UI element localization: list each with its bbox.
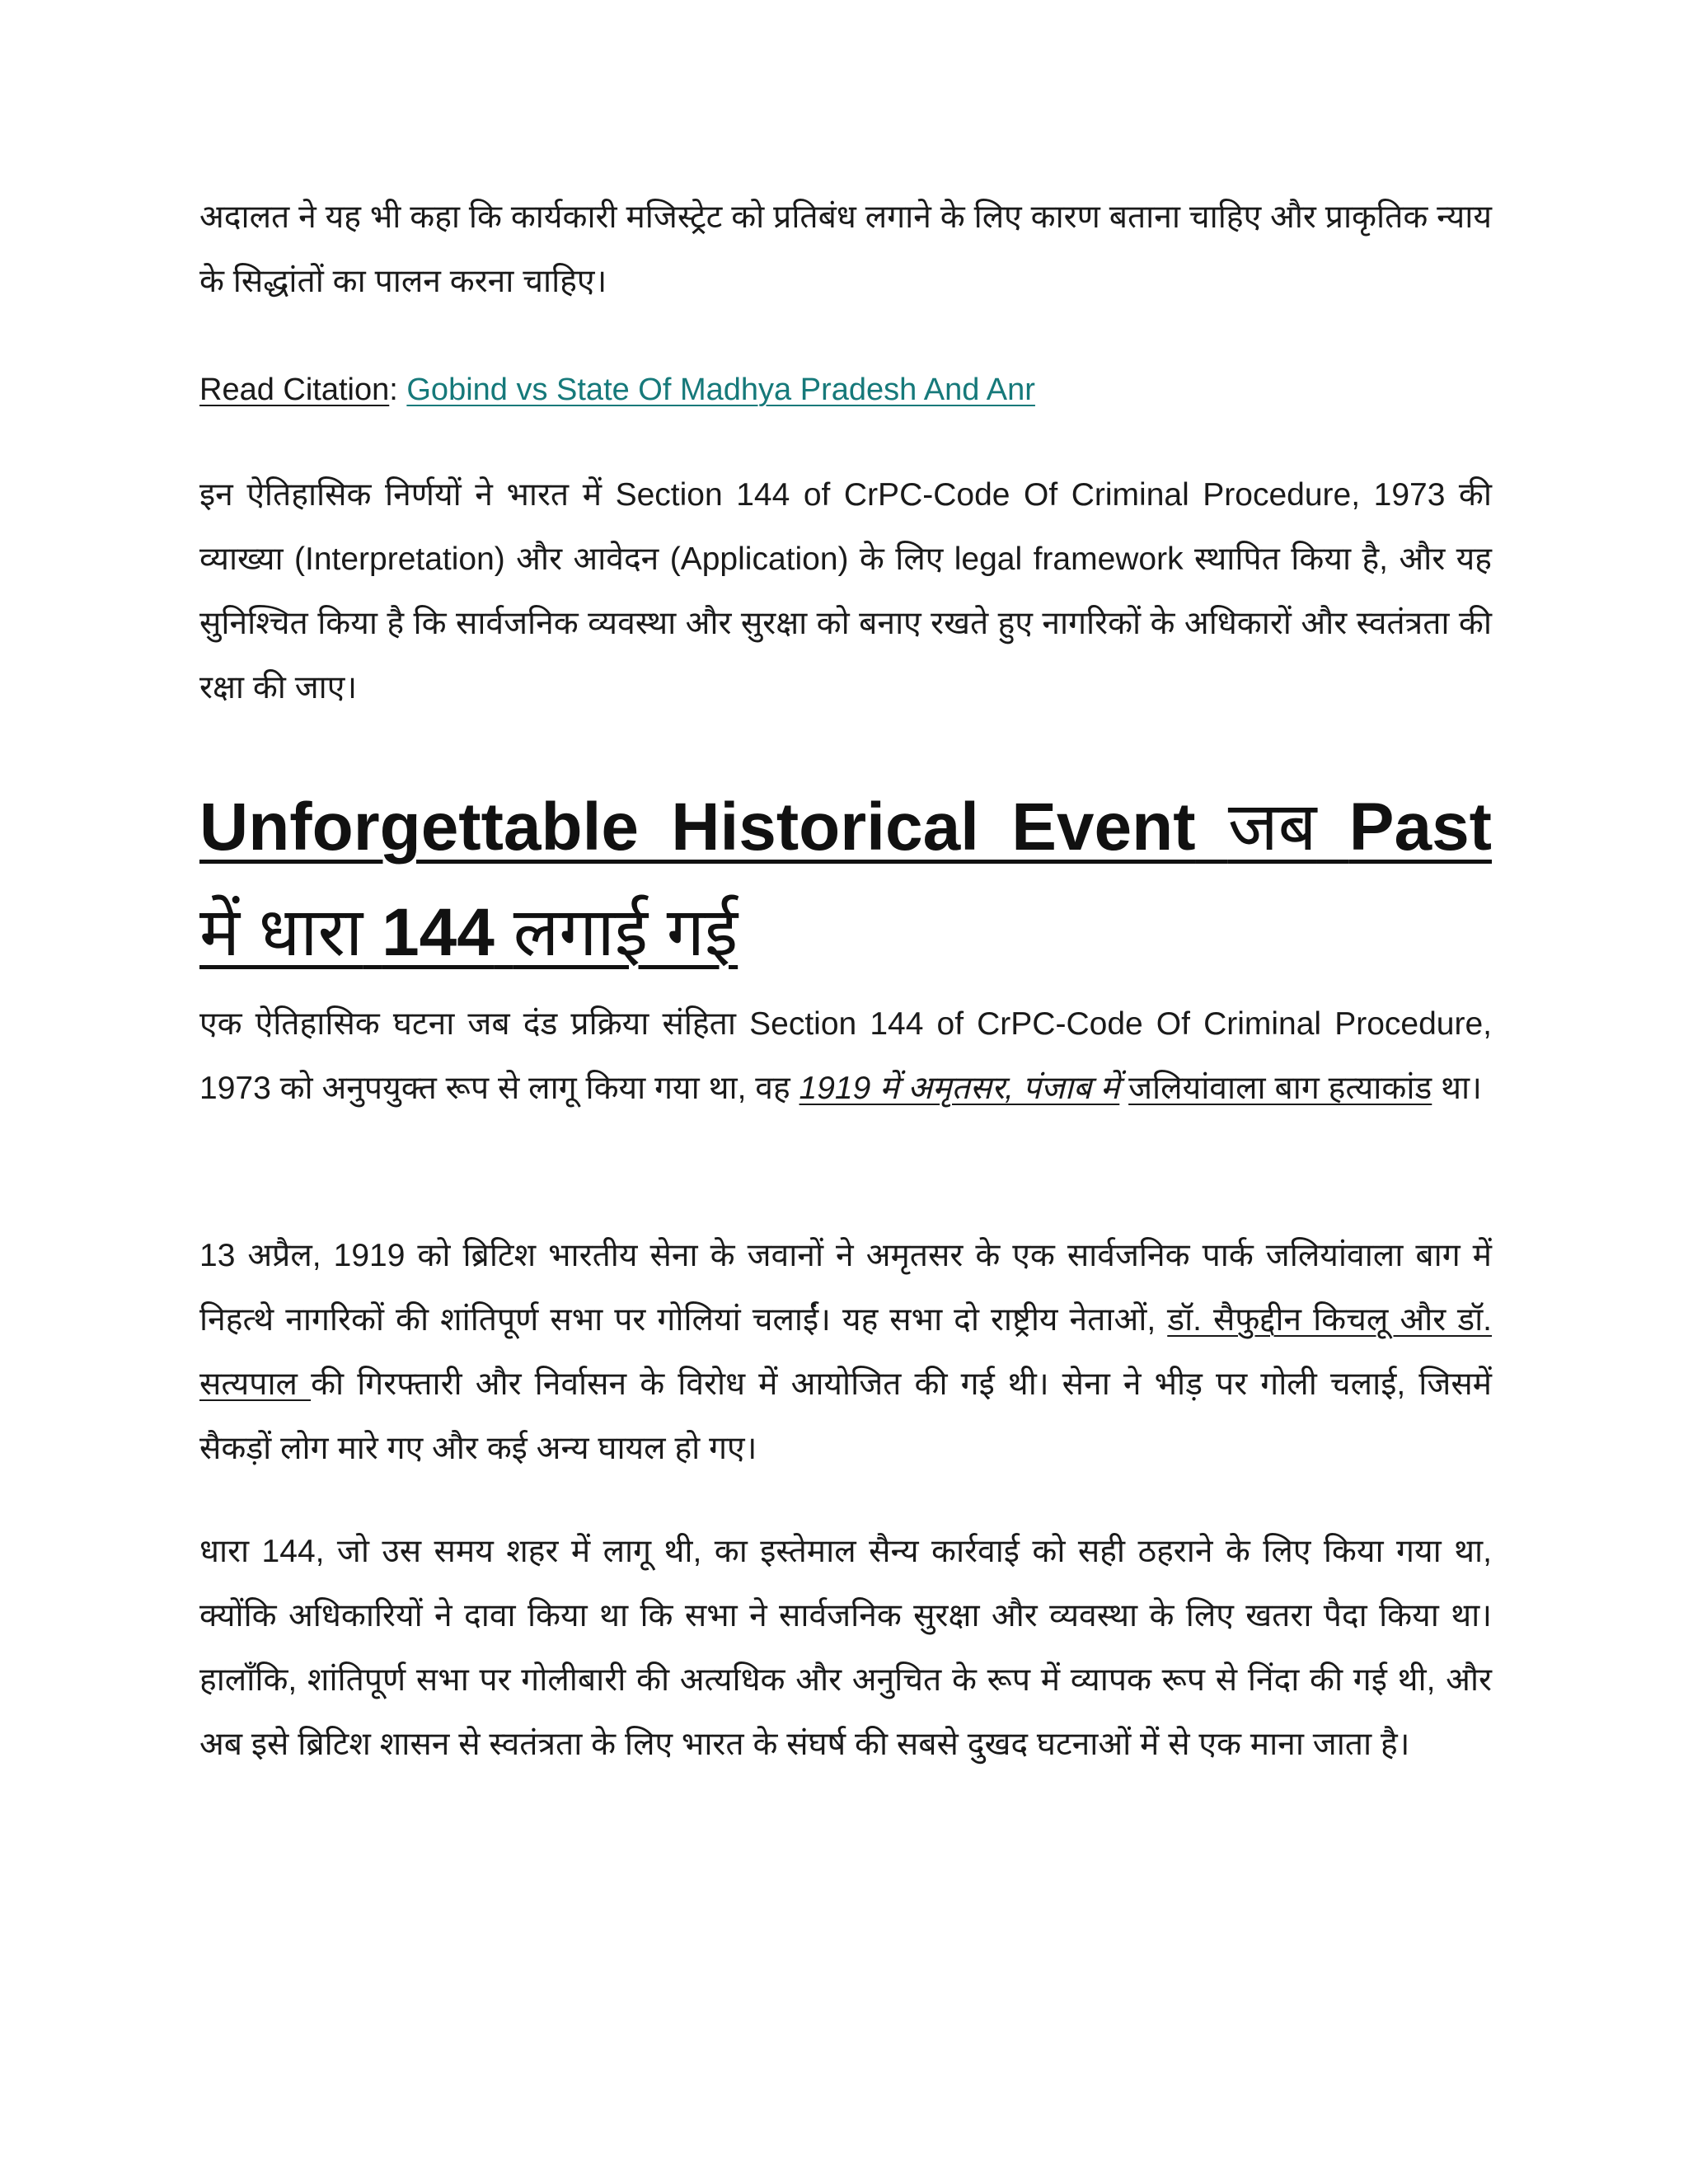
leaders-link[interactable]: डॉ. सैफुद्दीन किचलू और डॉ. सत्यपाल <box>199 1302 1493 1402</box>
heading-part-2: जब <box>1227 790 1317 865</box>
amritsar-link[interactable]: 1919 में अमृतसर, पंजाब में <box>799 1071 1120 1106</box>
paragraph-historic-judgments: इन ऐतिहासिक निर्णयों ने भारत में Section 144 of CrPC-Code Of Criminal Procedure, 1973 की व्याख्या (Interpretation) और आवेदन (Application) के लिए legal framework स्थापित किया है, और यह सुनिश्चित किया है कि सार्वजनिक व्यवस्था और सुरक्षा को बनाए रखते हुए नागरिकों के अधिकारों और स्वतंत्रता की रक्षा की जाए। <box>199 477 1492 705</box>
citation-separator: : <box>389 373 398 407</box>
para4-text-2: की गिरफ्तारी और निर्वासन के विरोध में आयोजित की गई थी। सेना ने भीड़ पर गोली चलाई, जिसमें सैकड़ों लोग मारे गए और कई अन्य घायल हो गए। <box>199 1366 1493 1466</box>
jallianwala-link[interactable]: जलियांवाला बाग हत्याकांड <box>1128 1071 1432 1106</box>
para3-text-1: एक ऐतिहासिक घटना जब दंड प्रक्रिया संहिता Section 144 of CrPC-Code Of Criminal Procedure, 1973 को अनुपयुक्त रूप से लागू किया गया था, वह <box>199 1006 1492 1106</box>
heading-part-3: Past <box>1348 790 1492 865</box>
para3-text-2: था। <box>1432 1071 1482 1106</box>
heading-part-6: लगाई गई <box>513 895 738 970</box>
paragraph-section-144-use: धारा 144, जो उस समय शहर में लागू थी, का इस्तेमाल सैन्य कार्रवाई को सही ठहराने के लिए किया गया था, क्योंकि अधिकारियों ने दावा किया था कि सभा ने सार्वजनिक सुरक्षा और व्यवस्था के लिए खतरा पैदा किया था। हालाँकि, शांतिपूर्ण सभा पर गोलीबारी की अत्यधिक और अनुचित के रूप में व्यापक रूप से निंदा की गई थी, और अब इसे ब्रिटिश शासन से स्वतंत्रता के लिए भारत के संघर्ष की सबसे दुखद घटनाओं में से एक माना जाता है। <box>199 1534 1492 1762</box>
heading-part-1: Unforgettable Historical Event <box>199 790 1196 865</box>
citation-label: Read Citation <box>199 373 390 407</box>
section-heading <box>199 775 1492 986</box>
paragraph-court-reasons: अदालत ने यह भी कहा कि कार्यकारी मजिस्ट्रेट को प्रतिबंध लगाने के लिए कारण बताना चाहिए और प्राकृतिक न्याय के सिद्धांतों का पालन करना चाहिए। <box>199 199 1492 299</box>
citation-line <box>199 358 1492 422</box>
paragraph-historical-event <box>199 992 1492 1121</box>
heading-part-5: 144 <box>382 895 495 970</box>
paragraph-april-1919 <box>199 1224 1492 1481</box>
heading-part-4: में धारा <box>199 895 363 970</box>
para4-text-1: 13 अप्रैल, 1919 को ब्रिटिश भारतीय सेना के जवानों ने अमृतसर के एक सार्वजनिक पार्क जलियांवाला बाग में निहत्थे नागरिकों की शांतिपूर्ण सभा पर गोलियां चलाईं। यह सभा दो राष्ट्रीय नेताओं, <box>199 1238 1492 1338</box>
citation-link[interactable]: Gobind vs State Of Madhya Pradesh And Anr <box>406 373 1035 407</box>
